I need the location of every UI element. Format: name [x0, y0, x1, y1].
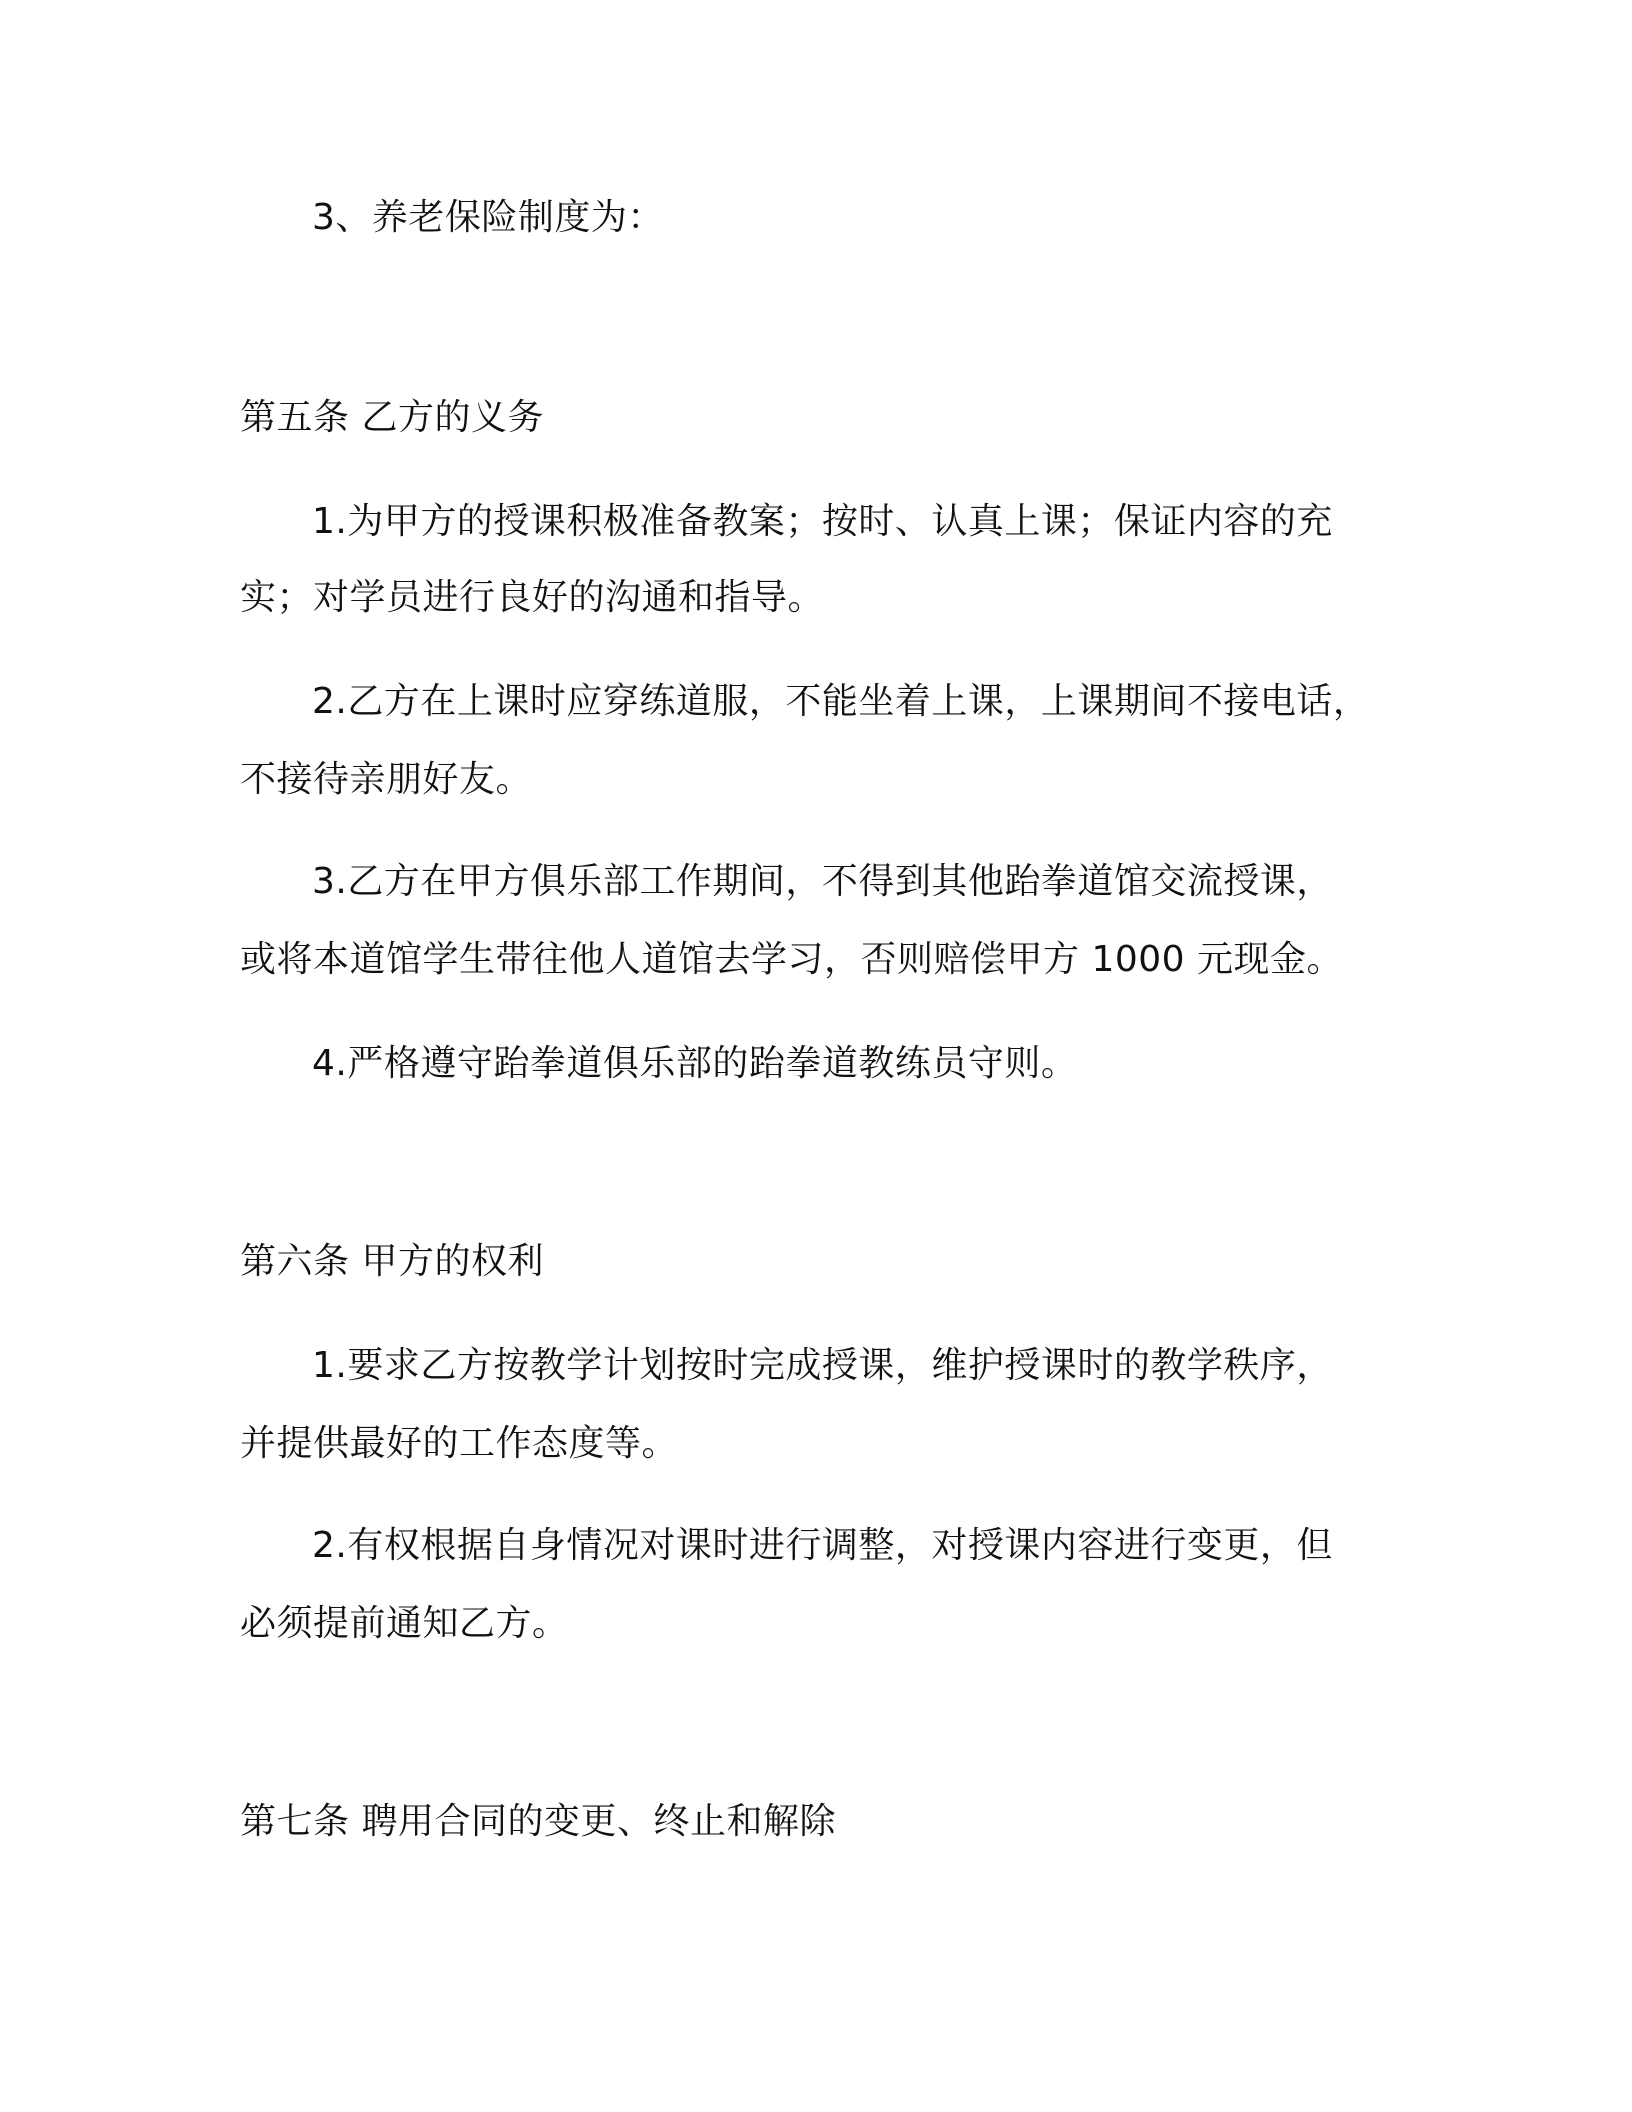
article-5-clause-2-line-2: 不接待亲朋好友。: [240, 759, 533, 800]
item-3-pension: 3、养老保险制度为：: [312, 197, 664, 238]
article-5-clause-1-line-1: 1.为甲方的授课积极准备教案；按时、认真上课；保证内容的充: [312, 501, 1333, 542]
article-6-heading: 第六条 甲方的权利: [240, 1241, 544, 1282]
article-7-heading: 第七条 聘用合同的变更、终止和解除: [240, 1801, 836, 1842]
article-6-clause-1-line-2: 并提供最好的工作态度等。: [240, 1423, 679, 1464]
article-5-clause-3-line-1: 3.乙方在甲方俱乐部工作期间，不得到其他跆拳道馆交流授课，: [312, 861, 1333, 902]
article-5-clause-2-line-1: 2.乙方在上课时应穿练道服，不能坐着上课，上课期间不接电话，: [312, 681, 1370, 722]
article-6-clause-2-line-1: 2.有权根据自身情况对课时进行调整，对授课内容进行变更，但: [312, 1525, 1333, 1566]
article-6-clause-1-line-1: 1.要求乙方按教学计划按时完成授课，维护授课时的教学秩序，: [312, 1345, 1333, 1386]
article-5-clause-3-line-2: 或将本道馆学生带往他人道馆去学习，否则赔偿甲方 1000 元现金。: [240, 939, 1344, 980]
article-5-clause-1-line-2: 实；对学员进行良好的沟通和指导。: [240, 577, 825, 618]
article-5-heading: 第五条 乙方的义务: [240, 397, 544, 438]
article-6-clause-2-line-2: 必须提前通知乙方。: [240, 1603, 569, 1644]
article-5-clause-4-line-1: 4.严格遵守跆拳道俱乐部的跆拳道教练员守则。: [312, 1043, 1078, 1084]
